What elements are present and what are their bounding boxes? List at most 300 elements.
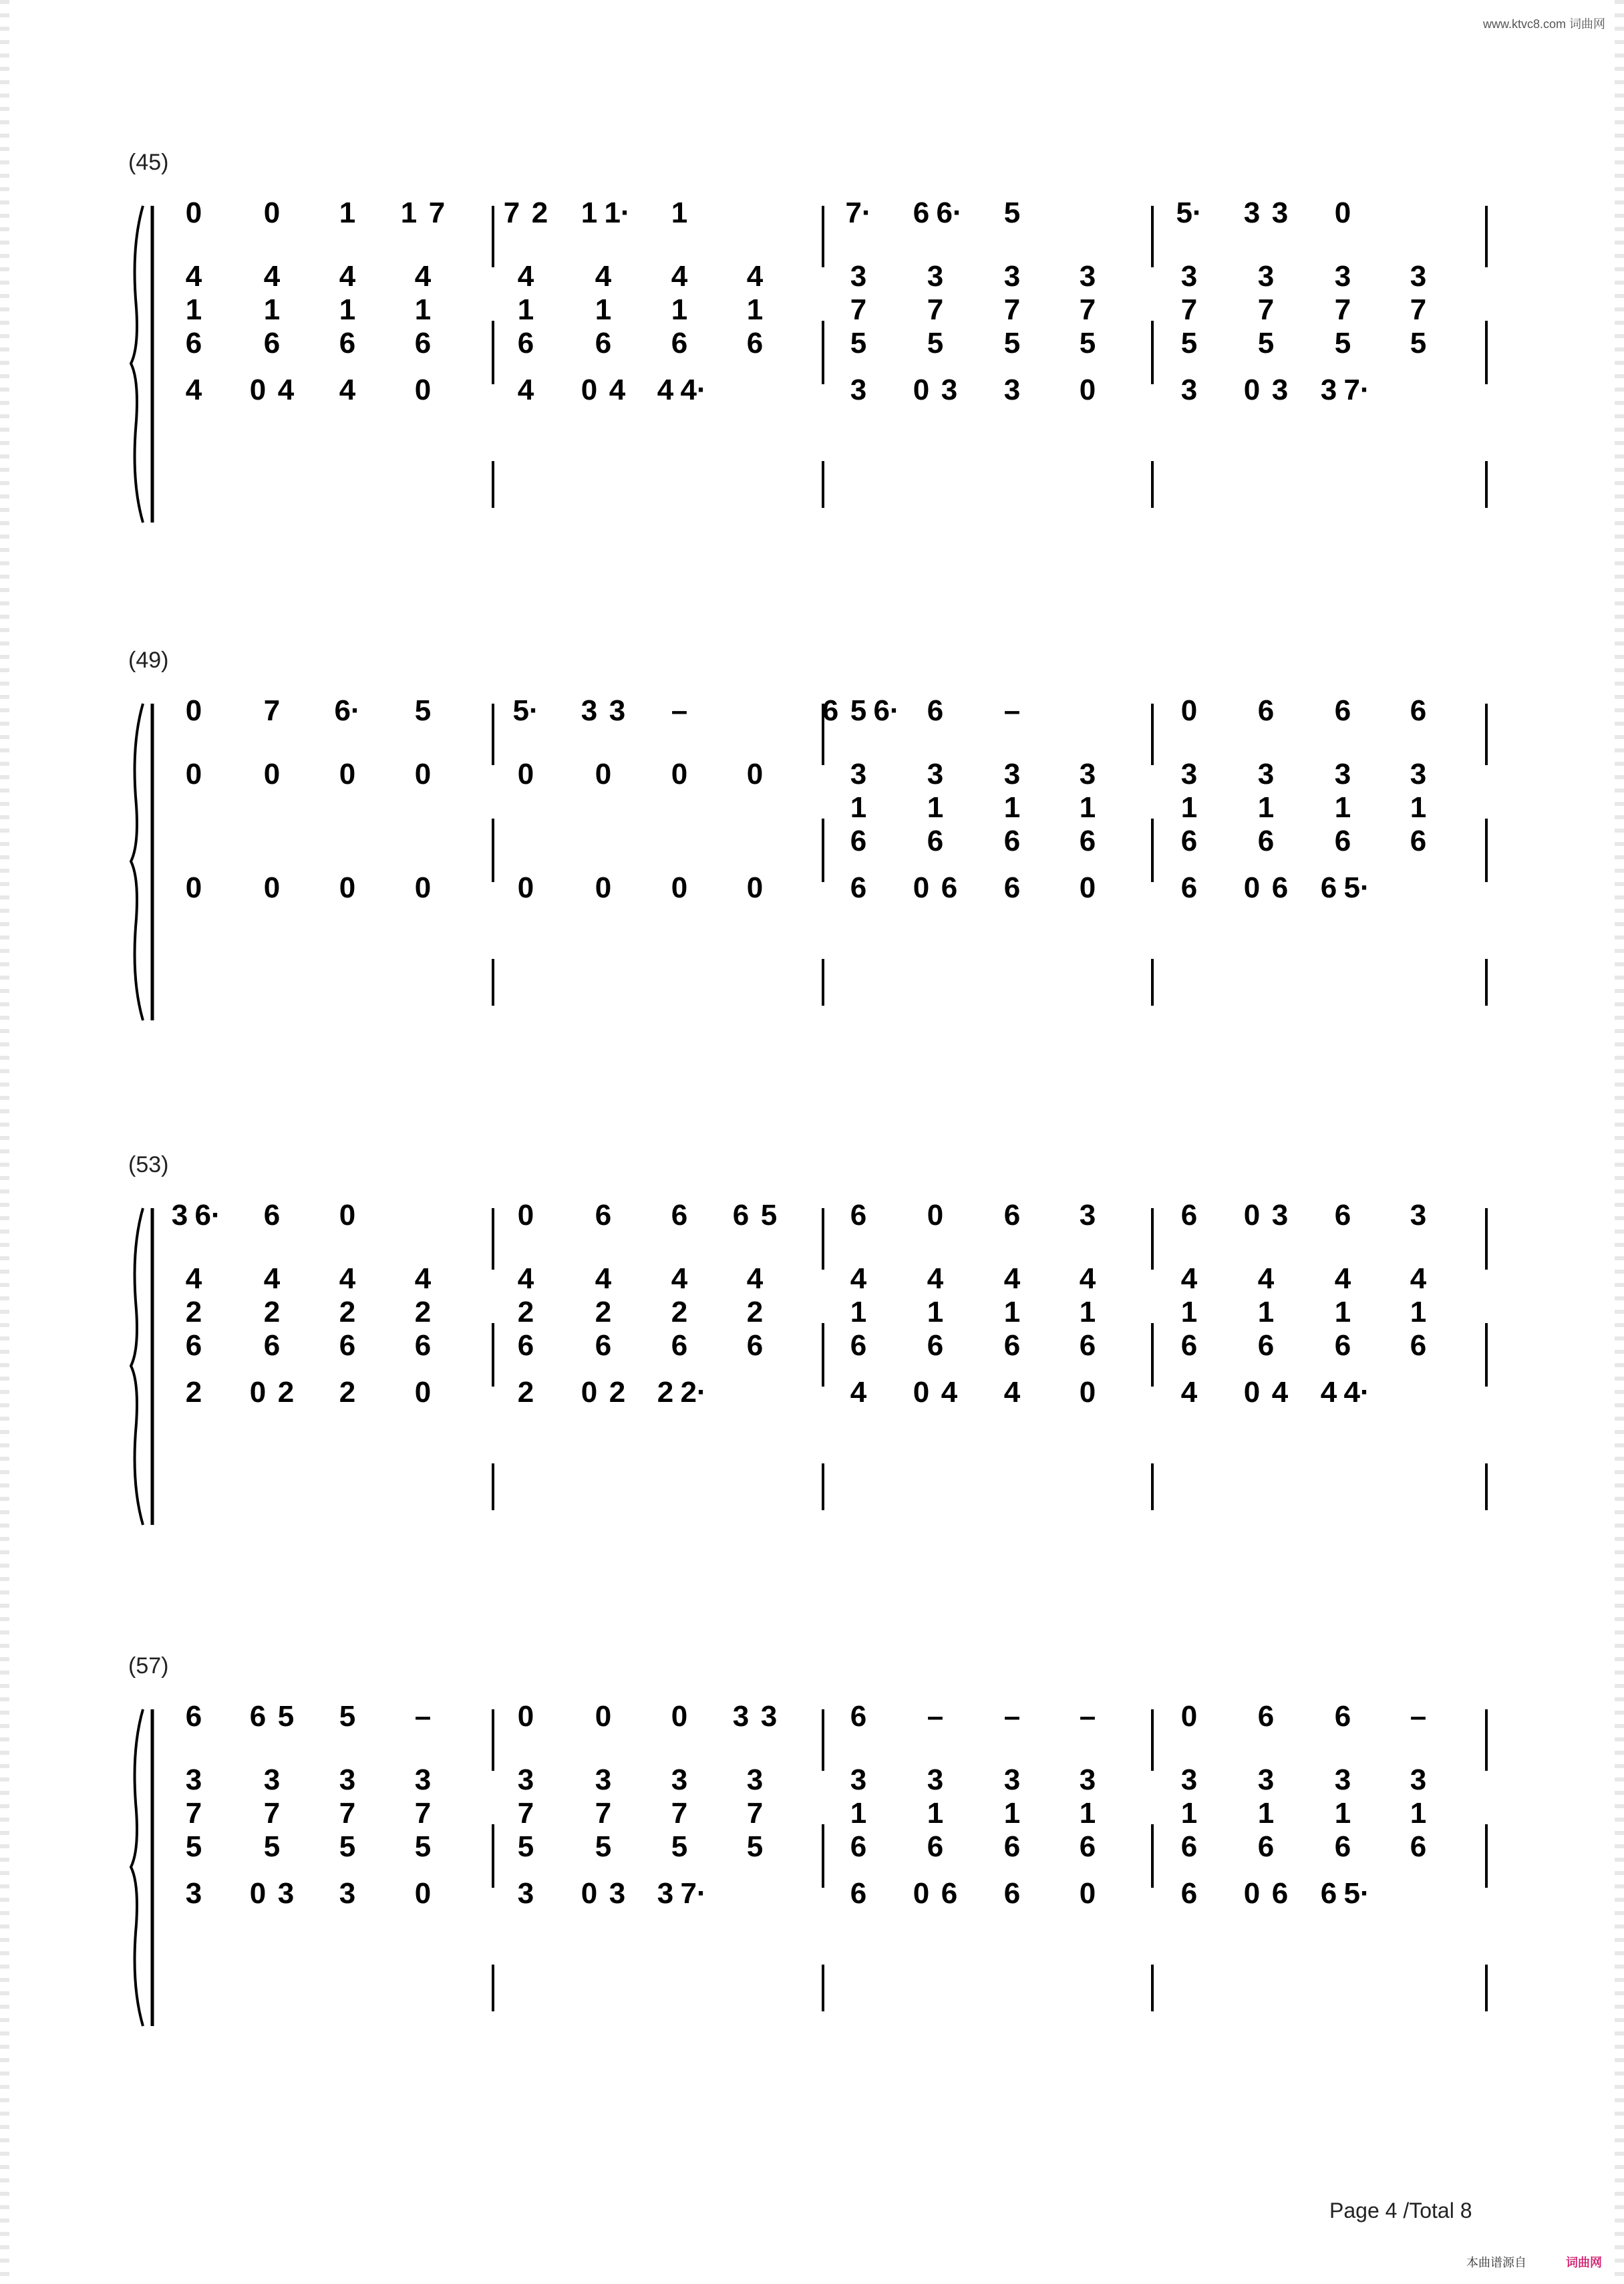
note-numeral: 5 [760,1199,778,1232]
note-numeral: 4 [941,1376,958,1409]
note-numeral: 6 [1003,1199,1021,1232]
note-numeral: 4 [1003,1376,1021,1409]
note-numeral: 3 [1180,1763,1198,1796]
note-digit [504,327,547,360]
note-numeral: 1 [339,196,356,229]
note-numeral: 5 [927,327,944,360]
note-digit [1245,792,1287,824]
bass-row [0,374,1624,421]
note-digit [1245,261,1287,293]
note-digit [172,1831,215,1863]
note-numeral: 4 [185,1262,202,1295]
note-numeral: 3 [927,1763,944,1796]
note-numeral: 0 [517,1199,534,1232]
note-numeral: 5 [263,1830,281,1863]
note-numeral: 0 [339,1199,356,1232]
note-numeral: 2 [263,1296,281,1328]
note-numeral: 0 [1180,694,1198,727]
note-numeral: 6 [595,1199,612,1232]
note-digit [734,327,776,360]
note-numeral: 6 [1003,1877,1021,1910]
chord-row [0,1763,1624,1863]
note-numeral: 0 [913,1376,930,1409]
note-numeral: 4 [746,260,764,293]
note-digit [1168,1764,1210,1796]
note-digit [837,1831,880,1863]
note-digit [1245,825,1287,857]
note-numeral: 1 [671,196,688,229]
note-numeral: 3 [1079,260,1096,293]
note-numeral: 6 [263,1199,281,1232]
note-numeral: – [414,1700,432,1733]
note-digit [326,1330,369,1362]
note-digit [1259,374,1301,406]
note-digit [1066,825,1109,857]
note-numeral: 4 [339,374,356,406]
note-numeral: – [927,1700,944,1733]
note-numeral: 4 [609,374,626,406]
note-numeral: 6 [850,1700,867,1733]
note-numeral: 6 [339,327,356,360]
note-numeral: 1 [1180,791,1198,824]
note-numeral: 6 [263,1329,281,1362]
note-numeral: 6 [1180,1329,1198,1362]
note-numeral: 3 [517,1877,534,1910]
note-digit [401,1330,444,1362]
note-numeral: 7 [1003,293,1021,326]
measure-number: (57) [128,1653,169,1679]
note-digit [1259,1377,1301,1409]
note-digit [1168,1701,1210,1733]
note-numeral: 1 [595,293,612,326]
note-numeral: 7· [1343,374,1370,406]
note-numeral: 4 [339,1262,356,1295]
note-numeral: 4 [850,1262,867,1295]
note-numeral: 7 [1334,293,1351,326]
note-digit [1397,1831,1440,1863]
note-numeral: 1 [1003,1296,1021,1328]
note-numeral: 0 [249,1376,267,1409]
note-numeral: 4 [517,1262,534,1295]
note-digit [1259,872,1301,904]
footer-site-label: 词曲网 [1566,2256,1602,2269]
note-numeral: 7 [263,694,281,727]
note-numeral: 3 [1410,758,1427,791]
note-numeral: 3 [927,758,944,791]
note-numeral: 4 [1079,1262,1096,1295]
note-numeral: 2 [339,1376,356,1409]
note-numeral: 0 [1334,196,1351,229]
note-numeral: 0 [913,871,930,904]
note-numeral: 0 [414,1376,432,1409]
note-numeral: 6 [1180,1830,1198,1863]
note-numeral: 3 [657,1877,674,1910]
note-digit [734,1330,776,1362]
note-numeral: 2 [277,1376,295,1409]
note-numeral: 6 [1003,1329,1021,1362]
note-numeral: 5 [746,1830,764,1863]
note-numeral: 1 [1180,1296,1198,1328]
note-digit [1321,792,1364,824]
note-numeral: 3 [850,260,867,293]
note-numeral: 0 [1243,1199,1261,1232]
note-numeral: 5 [277,1700,295,1733]
note-numeral: 3 [1003,758,1021,791]
note-digit [1168,825,1210,857]
note-numeral: 2 [531,196,548,229]
note-digit [837,327,880,360]
note-numeral: 0 [581,1376,598,1409]
note-numeral: 0 [263,758,281,791]
note-numeral: 3 [760,1700,778,1733]
note-digit [1321,197,1364,229]
melody-row [0,695,1624,742]
note-numeral: 4 [595,260,612,293]
note-digit [1168,1377,1210,1409]
note-numeral: 1 [850,1296,867,1328]
note-numeral: 1 [1003,791,1021,824]
note-numeral: 0 [185,871,202,904]
note-numeral: 4 [185,260,202,293]
note-numeral: 0 [1243,1376,1261,1409]
note-numeral: 7 [263,1797,281,1830]
note-digit [1168,1263,1210,1295]
note-numeral: 3 [1079,1763,1096,1796]
note-numeral: 3 [671,1763,688,1796]
note-numeral: 3 [1180,374,1198,406]
note-numeral: 6 [1257,825,1275,857]
note-numeral: 7 [595,1797,612,1830]
note-numeral: 6 [822,694,839,727]
note-digit [1335,872,1378,904]
note-numeral: 6 [1410,1329,1427,1362]
note-numeral: 1 [339,293,356,326]
note-numeral: 1 [1410,791,1427,824]
note-numeral: 6 [1334,1830,1351,1863]
note-numeral: 7· [845,196,872,229]
note-digit [251,1330,293,1362]
note-numeral: 3 [339,1763,356,1796]
note-numeral: 3 [1320,374,1337,406]
note-digit [1259,1199,1301,1232]
note-numeral: 6 [1271,1877,1289,1910]
note-digit [1168,1831,1210,1863]
note-digit [914,1330,957,1362]
note-numeral: 6 [1003,871,1021,904]
note-numeral: 3 [1257,1763,1275,1796]
note-numeral: 1 [1180,1797,1198,1830]
note-numeral: 0 [746,758,764,791]
note-numeral: 6· [873,694,900,727]
note-numeral: 2 [339,1296,356,1328]
note-numeral: 6 [1079,1329,1096,1362]
note-numeral: 4 [517,260,534,293]
note-digit [1168,1330,1210,1362]
note-numeral: 0 [1079,1877,1096,1910]
note-digit [1259,1878,1301,1910]
note-digit [1245,1831,1287,1863]
note-numeral: 5 [671,1830,688,1863]
note-digit [1168,294,1210,326]
note-numeral: 0 [913,1877,930,1910]
note-numeral: 7 [746,1797,764,1830]
note-numeral: 0 [339,871,356,904]
note-numeral: 7 [1410,293,1427,326]
note-digit [1245,1764,1287,1796]
note-numeral: 6 [1320,871,1337,904]
note-digit [1245,1701,1287,1733]
note-numeral: 0 [185,196,202,229]
note-numeral: 3 [1410,1199,1427,1232]
note-digit [1321,1263,1364,1295]
note-numeral: 6 [185,327,202,360]
note-numeral: – [1079,1700,1096,1733]
site-header: www.ktvc8.com 词曲网 [1482,17,1605,31]
note-numeral: 6 [1079,1830,1096,1863]
note-digit [1397,1296,1440,1328]
note-numeral: 3 [609,694,626,727]
note-numeral: 3 [263,1763,281,1796]
note-digit [401,1831,444,1863]
note-digit [1245,1296,1287,1328]
note-numeral: 3 [185,1763,202,1796]
note-numeral: 0 [249,1877,267,1910]
note-numeral: 0 [263,196,281,229]
brace [131,206,143,523]
note-numeral: 0 [414,1877,432,1910]
note-numeral: 0 [517,1700,534,1733]
note-numeral: 7 [517,1797,534,1830]
note-numeral: 5 [1003,196,1021,229]
note-digit [991,1330,1033,1362]
note-numeral: 5 [1003,327,1021,360]
note-numeral: 2 [657,1376,674,1409]
note-numeral: 6 [1334,1199,1351,1232]
note-numeral: 0 [414,374,432,406]
note-numeral: 6 [746,327,764,360]
note-digit [837,825,880,857]
note-numeral: 0 [746,871,764,904]
note-numeral: 1 [1003,1797,1021,1830]
note-numeral: 0 [1079,1376,1096,1409]
note-numeral: 4 [746,1262,764,1295]
note-numeral: 0 [927,1199,944,1232]
note-numeral: 6 [595,1329,612,1362]
note-numeral: 6 [339,1329,356,1362]
note-numeral: 7 [1079,293,1096,326]
note-numeral: 4 [595,1262,612,1295]
note-numeral: 3 [941,374,958,406]
note-digit [1245,758,1287,791]
note-numeral: 3 [1257,758,1275,791]
note-numeral: 0 [414,758,432,791]
note-numeral: 3 [581,694,598,727]
note-numeral: 6 [941,1877,958,1910]
note-numeral: 4 [414,1262,432,1295]
note-numeral: 4 [277,374,295,406]
note-numeral: 0 [595,1700,612,1733]
note-digit [1335,1377,1378,1409]
note-numeral: 1 [746,293,764,326]
note-digit [1397,294,1440,326]
note-numeral: 1 [1410,1296,1427,1328]
note-numeral: 1 [927,1797,944,1830]
note-numeral: 6 [1334,825,1351,857]
note-numeral: 7 [1180,293,1198,326]
note-numeral: 3 [185,1877,202,1910]
note-digit [1397,327,1440,360]
melody-row [0,197,1624,244]
note-numeral: 4 [1003,1262,1021,1295]
note-numeral: 5· [512,694,539,727]
note-digit [251,1831,293,1863]
note-digit [504,1330,547,1362]
note-digit [1245,1330,1287,1362]
measure-number: (53) [128,1152,169,1177]
note-digit [1066,327,1109,360]
chord-row [0,758,1624,857]
note-numeral: 6 [941,871,958,904]
note-digit [837,1330,880,1362]
note-numeral: 3 [609,1877,626,1910]
note-digit [1397,1199,1440,1232]
note-digit [734,1831,776,1863]
note-numeral: 0 [671,1700,688,1733]
note-numeral: 6 [1180,1199,1198,1232]
note-digit [1168,792,1210,824]
note-numeral: 0 [1079,374,1096,406]
note-digit [1168,1798,1210,1830]
note-numeral: 6 [517,327,534,360]
note-numeral: 6 [850,1830,867,1863]
note-digit [582,1330,625,1362]
note-numeral: 6 [1334,1700,1351,1733]
note-numeral: 6 [263,327,281,360]
note-numeral: 5 [850,327,867,360]
note-numeral: 6 [850,1199,867,1232]
note-digit [1397,695,1440,727]
note-digit [1245,294,1287,326]
note-numeral: 4 [1320,1376,1337,1409]
note-digit [1321,1701,1364,1733]
note-numeral: 1 [185,293,202,326]
note-numeral: 6 [249,1700,267,1733]
note-digit [172,327,215,360]
note-numeral: 3 [1180,758,1198,791]
note-digit [1397,758,1440,791]
note-numeral: 7 [503,196,520,229]
note-numeral: 6 [1257,1329,1275,1362]
note-numeral: 3 [1003,1763,1021,1796]
note-numeral: 6 [671,1329,688,1362]
note-numeral: 3 [1003,260,1021,293]
note-numeral: 5 [1257,327,1275,360]
note-numeral: – [1003,1700,1021,1733]
note-digit [172,1330,215,1362]
note-numeral: 7 [927,293,944,326]
note-digit [1168,1296,1210,1328]
note-numeral: 6 [850,1877,867,1910]
note-numeral: 5 [414,694,432,727]
note-numeral: 5 [339,1830,356,1863]
footer-source-label: 本曲谱源自 [1466,2256,1526,2269]
bass-row [0,1377,1624,1423]
note-digit [1335,374,1378,406]
note-numeral: 6 [1003,825,1021,857]
note-numeral: 3 [850,374,867,406]
note-digit [1321,1831,1364,1863]
note-numeral: 7 [185,1797,202,1830]
brace [131,704,143,1020]
note-numeral: 4· [1343,1376,1370,1409]
note-digit [991,327,1033,360]
note-numeral: 0 [1243,1877,1261,1910]
note-numeral: 2 [414,1296,432,1328]
note-numeral: 3 [746,1763,764,1796]
note-digit [1397,1330,1440,1362]
note-numeral: 1 [1079,1797,1096,1830]
note-numeral: 4 [657,374,674,406]
note-numeral: 1 [1079,1296,1096,1328]
note-numeral: 6 [927,694,944,727]
note-numeral: 3 [171,1199,188,1232]
note-numeral: 4 [263,1262,281,1295]
note-numeral: – [1410,1700,1427,1733]
note-numeral: 4 [1410,1262,1427,1295]
note-digit [1168,1199,1210,1232]
note-numeral: 2 [185,1376,202,1409]
note-numeral: 5 [850,694,867,727]
page-indicator: Page 4 /Total 8 [1329,2198,1472,2223]
note-numeral: 3 [1180,260,1198,293]
note-numeral: 0 [517,871,534,904]
note-numeral: 5· [1343,1877,1370,1910]
note-digit [914,1831,957,1863]
note-numeral: 6 [671,1199,688,1232]
note-digit [1321,1764,1364,1796]
note-numeral: 0 [1180,1700,1198,1733]
note-numeral: 6 [1334,1329,1351,1362]
note-numeral: 6 [595,327,612,360]
note-numeral: 3 [850,1763,867,1796]
note-digit [1168,1878,1210,1910]
note-digit [1335,1878,1378,1910]
note-numeral: 2 [671,1296,688,1328]
note-digit [1321,327,1364,360]
chord-row [0,260,1624,360]
note-numeral: 4 [517,374,534,406]
note-digit [1066,1831,1109,1863]
note-numeral: 7· [680,1877,707,1910]
note-numeral: 0 [339,758,356,791]
note-numeral: 5 [1334,327,1351,360]
note-numeral: 6 [1003,1830,1021,1863]
note-numeral: 6 [414,1329,432,1362]
note-numeral: 6 [927,1830,944,1863]
note-numeral: 6 [185,1329,202,1362]
note-digit [658,1831,701,1863]
note-numeral: 6 [1180,1877,1198,1910]
note-digit [1259,197,1301,229]
measure-number: (49) [128,648,169,673]
note-numeral: 6 [185,1700,202,1733]
note-numeral: 2 [595,1296,612,1328]
note-numeral: 6 [1271,871,1289,904]
note-numeral: 3 [1334,758,1351,791]
note-numeral: 7 [428,196,446,229]
note-digit [1321,758,1364,791]
note-numeral: 1 [1334,791,1351,824]
